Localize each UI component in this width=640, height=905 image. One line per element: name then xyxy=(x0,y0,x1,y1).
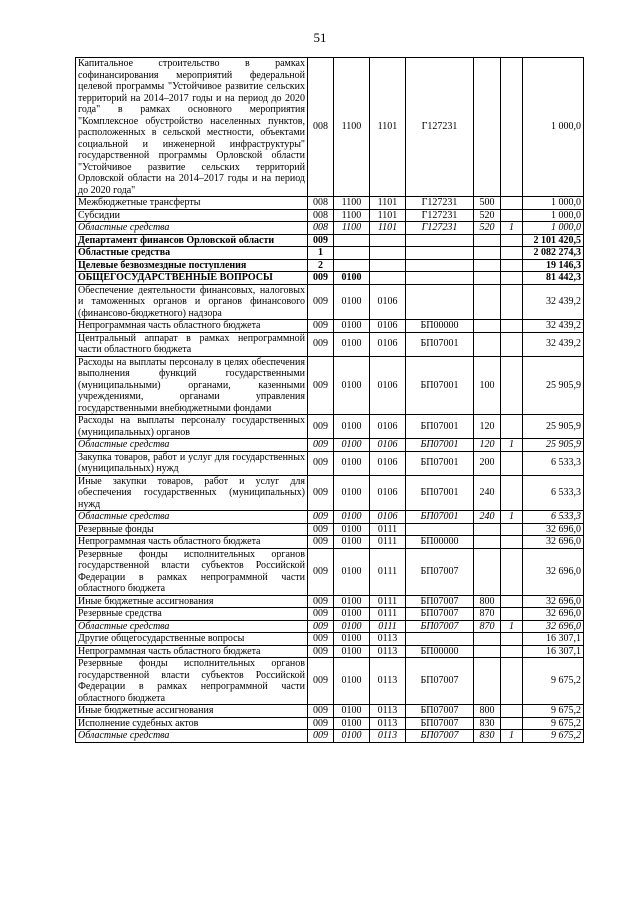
funding-source-cell xyxy=(501,247,523,260)
section-code-cell: 0100 xyxy=(334,272,370,285)
amount-cell: 9 675,2 xyxy=(523,705,584,718)
budget-table-body xyxy=(76,58,584,743)
funding-source-cell xyxy=(501,209,523,222)
subsection-code-cell: 0111 xyxy=(370,608,406,621)
target-article-cell xyxy=(406,633,474,646)
table-row xyxy=(76,536,584,549)
table-row xyxy=(76,259,584,272)
expense-type-cell: 240 xyxy=(474,475,501,511)
row-name-cell: Резервные фонды исполнительных органов государственной власти субъектов Российской Федерации в рамках непрограммной части областного бюджета xyxy=(76,548,308,595)
section-code-cell: 0100 xyxy=(334,320,370,333)
subsection-code-cell: 1101 xyxy=(370,209,406,222)
grbs-code-cell: 009 xyxy=(308,511,334,524)
expense-type-cell: 870 xyxy=(474,608,501,621)
target-article-cell: БП00000 xyxy=(406,645,474,658)
row-name-cell: Центральный аппарат в рамках непрограммной части областного бюджета xyxy=(76,332,308,356)
target-article-cell: БП07007 xyxy=(406,730,474,743)
table-row xyxy=(76,332,584,356)
funding-source-cell xyxy=(501,705,523,718)
expense-type-cell: 830 xyxy=(474,730,501,743)
row-name-cell: Другие общегосударственные вопросы xyxy=(76,633,308,646)
amount-cell: 6 533,3 xyxy=(523,451,584,475)
target-article-cell: БП07007 xyxy=(406,595,474,608)
row-name-cell: Расходы на выплаты персоналу государственных (муниципальных) органов xyxy=(76,415,308,439)
target-article-cell: БП07007 xyxy=(406,608,474,621)
amount-cell: 32 439,2 xyxy=(523,320,584,333)
funding-source-cell xyxy=(501,234,523,247)
amount-cell: 6 533,3 xyxy=(523,511,584,524)
table-row xyxy=(76,284,584,320)
row-name-cell: Департамент финансов Орловской области xyxy=(76,234,308,247)
subsection-code-cell xyxy=(370,259,406,272)
section-code-cell: 0100 xyxy=(334,620,370,633)
expense-type-cell: 120 xyxy=(474,415,501,439)
table-row xyxy=(76,222,584,235)
expense-type-cell: 100 xyxy=(474,356,501,415)
expense-type-cell: 200 xyxy=(474,451,501,475)
section-code-cell: 0100 xyxy=(334,608,370,621)
grbs-code-cell: 009 xyxy=(308,658,334,705)
row-name-cell: Целевые безвозмездные поступления xyxy=(76,259,308,272)
target-article-cell: Г127231 xyxy=(406,222,474,235)
amount-cell: 1 000,0 xyxy=(523,222,584,235)
subsection-code-cell: 1101 xyxy=(370,222,406,235)
grbs-code-cell: 009 xyxy=(308,320,334,333)
target-article-cell xyxy=(406,234,474,247)
row-name-cell: Областные средства xyxy=(76,620,308,633)
expense-type-cell xyxy=(474,633,501,646)
row-name-cell: Резервные фонды xyxy=(76,523,308,536)
subsection-code-cell: 0106 xyxy=(370,451,406,475)
amount-cell: 81 442,3 xyxy=(523,272,584,285)
target-article-cell: БП00000 xyxy=(406,320,474,333)
section-code-cell: 0100 xyxy=(334,439,370,452)
subsection-code-cell xyxy=(370,272,406,285)
funding-source-cell: 1 xyxy=(501,620,523,633)
table-row xyxy=(76,58,584,197)
row-name-cell: Иные бюджетные ассигнования xyxy=(76,595,308,608)
table-row xyxy=(76,209,584,222)
grbs-code-cell: 009 xyxy=(308,536,334,549)
expense-type-cell: 800 xyxy=(474,595,501,608)
funding-source-cell xyxy=(501,595,523,608)
row-name-cell: Закупка товаров, работ и услуг для государственных (муниципальных) нужд xyxy=(76,451,308,475)
subsection-code-cell: 0106 xyxy=(370,332,406,356)
section-code-cell xyxy=(334,247,370,260)
row-name-cell: Исполнение судебных актов xyxy=(76,717,308,730)
grbs-code-cell: 009 xyxy=(308,475,334,511)
target-article-cell: БП07007 xyxy=(406,705,474,718)
amount-cell: 32 696,0 xyxy=(523,536,584,549)
grbs-code-cell: 008 xyxy=(308,58,334,197)
grbs-code-cell: 009 xyxy=(308,548,334,595)
target-article-cell: БП07001 xyxy=(406,356,474,415)
grbs-code-cell: 009 xyxy=(308,415,334,439)
table-row xyxy=(76,523,584,536)
funding-source-cell xyxy=(501,645,523,658)
table-row xyxy=(76,475,584,511)
amount-cell: 32 696,0 xyxy=(523,548,584,595)
table-row xyxy=(76,415,584,439)
amount-cell: 32 696,0 xyxy=(523,620,584,633)
target-article-cell xyxy=(406,272,474,285)
section-code-cell: 0100 xyxy=(334,511,370,524)
funding-source-cell xyxy=(501,320,523,333)
section-code-cell: 0100 xyxy=(334,536,370,549)
funding-source-cell xyxy=(501,451,523,475)
amount-cell: 1 000,0 xyxy=(523,209,584,222)
table-row xyxy=(76,320,584,333)
expense-type-cell xyxy=(474,247,501,260)
subsection-code-cell: 0113 xyxy=(370,730,406,743)
funding-source-cell xyxy=(501,259,523,272)
amount-cell: 2 082 274,3 xyxy=(523,247,584,260)
section-code-cell: 0100 xyxy=(334,475,370,511)
target-article-cell: БП07001 xyxy=(406,439,474,452)
grbs-code-cell: 009 xyxy=(308,451,334,475)
grbs-code-cell: 009 xyxy=(308,595,334,608)
expense-type-cell: 240 xyxy=(474,511,501,524)
subsection-code-cell: 0113 xyxy=(370,717,406,730)
subsection-code-cell: 0113 xyxy=(370,645,406,658)
amount-cell: 1 000,0 xyxy=(523,58,584,197)
amount-cell: 1 000,0 xyxy=(523,197,584,210)
budget-table xyxy=(75,57,584,743)
subsection-code-cell: 0106 xyxy=(370,415,406,439)
funding-source-cell xyxy=(501,475,523,511)
section-code-cell: 1100 xyxy=(334,58,370,197)
funding-source-cell xyxy=(501,523,523,536)
funding-source-cell xyxy=(501,548,523,595)
target-article-cell xyxy=(406,259,474,272)
funding-source-cell xyxy=(501,415,523,439)
grbs-code-cell: 009 xyxy=(308,730,334,743)
expense-type-cell xyxy=(474,234,501,247)
expense-type-cell xyxy=(474,536,501,549)
grbs-code-cell: 008 xyxy=(308,197,334,210)
funding-source-cell xyxy=(501,356,523,415)
subsection-code-cell: 0106 xyxy=(370,356,406,415)
table-row xyxy=(76,356,584,415)
section-code-cell: 0100 xyxy=(334,705,370,718)
amount-cell: 16 307,1 xyxy=(523,645,584,658)
amount-cell: 2 101 420,5 xyxy=(523,234,584,247)
target-article-cell: БП00000 xyxy=(406,536,474,549)
target-article-cell: БП07001 xyxy=(406,511,474,524)
section-code-cell: 0100 xyxy=(334,658,370,705)
subsection-code-cell: 0111 xyxy=(370,620,406,633)
funding-source-cell xyxy=(501,284,523,320)
table-row xyxy=(76,439,584,452)
expense-type-cell xyxy=(474,645,501,658)
grbs-code-cell: 009 xyxy=(308,717,334,730)
target-article-cell: Г127231 xyxy=(406,197,474,210)
target-article-cell: БП07007 xyxy=(406,658,474,705)
table-row xyxy=(76,272,584,285)
funding-source-cell: 1 xyxy=(501,730,523,743)
subsection-code-cell: 0113 xyxy=(370,633,406,646)
funding-source-cell xyxy=(501,608,523,621)
target-article-cell: БП07007 xyxy=(406,717,474,730)
amount-cell: 32 439,2 xyxy=(523,284,584,320)
grbs-code-cell: 009 xyxy=(308,284,334,320)
expense-type-cell xyxy=(474,320,501,333)
expense-type-cell xyxy=(474,548,501,595)
grbs-code-cell: 009 xyxy=(308,332,334,356)
table-row xyxy=(76,247,584,260)
expense-type-cell xyxy=(474,284,501,320)
row-name-cell: Расходы на выплаты персоналу в целях обеспечения выполнения функций государственными (муниципальными) органами, казенными учреждениями, органами управления государственными внебюджетными фондами xyxy=(76,356,308,415)
table-row xyxy=(76,620,584,633)
grbs-code-cell: 008 xyxy=(308,222,334,235)
funding-source-cell xyxy=(501,197,523,210)
row-name-cell: Капитальное строительство в рамках софинансирования мероприятий федеральной целевой программы "Устойчивое развитие сельских территорий на 2014–2017 годы и на период до 2020 года" в рамках основного мероприятия "Комплексное обустройство населенных пунктов, расположенных в сельской местности, объектами социальной и инженерной инфраструктуры" государственной программы Орловской области "Устойчивое развитие сельских территорий Орловской области на 2014–2017 годы и на период до 2020 года" xyxy=(76,58,308,197)
subsection-code-cell xyxy=(370,247,406,260)
funding-source-cell xyxy=(501,658,523,705)
row-name-cell: Обеспечение деятельности финансовых, налоговых и таможенных органов и органов финансового (финансово-бюджетного) надзора xyxy=(76,284,308,320)
funding-source-cell xyxy=(501,272,523,285)
expense-type-cell xyxy=(474,523,501,536)
amount-cell: 16 307,1 xyxy=(523,633,584,646)
subsection-code-cell: 0106 xyxy=(370,284,406,320)
expense-type-cell xyxy=(474,58,501,197)
table-row xyxy=(76,548,584,595)
table-row xyxy=(76,511,584,524)
table-row xyxy=(76,197,584,210)
subsection-code-cell: 0111 xyxy=(370,548,406,595)
grbs-code-cell: 009 xyxy=(308,523,334,536)
funding-source-cell xyxy=(501,717,523,730)
target-article-cell: БП07001 xyxy=(406,332,474,356)
row-name-cell: Непрограммная часть областного бюджета xyxy=(76,320,308,333)
section-code-cell: 0100 xyxy=(334,595,370,608)
table-row xyxy=(76,234,584,247)
target-article-cell: Г127231 xyxy=(406,209,474,222)
expense-type-cell: 520 xyxy=(474,209,501,222)
table-row xyxy=(76,730,584,743)
grbs-code-cell: 009 xyxy=(308,645,334,658)
row-name-cell: Резервные фонды исполнительных органов государственной власти субъектов Российской Федерации в рамках непрограммной части областного бюджета xyxy=(76,658,308,705)
amount-cell: 32 696,0 xyxy=(523,595,584,608)
grbs-code-cell: 009 xyxy=(308,620,334,633)
row-name-cell: Непрограммная часть областного бюджета xyxy=(76,645,308,658)
grbs-code-cell: 009 xyxy=(308,356,334,415)
amount-cell: 19 146,3 xyxy=(523,259,584,272)
expense-type-cell: 830 xyxy=(474,717,501,730)
amount-cell: 32 696,0 xyxy=(523,523,584,536)
grbs-code-cell: 009 xyxy=(308,705,334,718)
funding-source-cell: 1 xyxy=(501,222,523,235)
subsection-code-cell: 1101 xyxy=(370,197,406,210)
section-code-cell: 0100 xyxy=(334,645,370,658)
grbs-code-cell: 009 xyxy=(308,234,334,247)
row-name-cell: Субсидии xyxy=(76,209,308,222)
expense-type-cell: 520 xyxy=(474,222,501,235)
target-article-cell: БП07001 xyxy=(406,451,474,475)
subsection-code-cell: 0106 xyxy=(370,439,406,452)
funding-source-cell xyxy=(501,58,523,197)
table-row xyxy=(76,717,584,730)
section-code-cell xyxy=(334,234,370,247)
target-article-cell xyxy=(406,247,474,260)
funding-source-cell: 1 xyxy=(501,439,523,452)
subsection-code-cell: 1101 xyxy=(370,58,406,197)
subsection-code-cell xyxy=(370,234,406,247)
grbs-code-cell: 009 xyxy=(308,439,334,452)
expense-type-cell xyxy=(474,259,501,272)
grbs-code-cell: 009 xyxy=(308,272,334,285)
section-code-cell: 0100 xyxy=(334,451,370,475)
grbs-code-cell: 009 xyxy=(308,633,334,646)
section-code-cell: 0100 xyxy=(334,717,370,730)
grbs-code-cell: 008 xyxy=(308,209,334,222)
expense-type-cell xyxy=(474,272,501,285)
row-name-cell: Иные бюджетные ассигнования xyxy=(76,705,308,718)
expense-type-cell xyxy=(474,332,501,356)
section-code-cell: 0100 xyxy=(334,730,370,743)
section-code-cell: 0100 xyxy=(334,633,370,646)
section-code-cell: 1100 xyxy=(334,209,370,222)
expense-type-cell: 870 xyxy=(474,620,501,633)
target-article-cell xyxy=(406,523,474,536)
section-code-cell: 0100 xyxy=(334,548,370,595)
row-name-cell: Областные средства xyxy=(76,247,308,260)
subsection-code-cell: 0106 xyxy=(370,511,406,524)
amount-cell: 25 905,9 xyxy=(523,439,584,452)
table-row xyxy=(76,595,584,608)
table-row xyxy=(76,451,584,475)
grbs-code-cell: 009 xyxy=(308,608,334,621)
subsection-code-cell: 0106 xyxy=(370,475,406,511)
section-code-cell xyxy=(334,259,370,272)
funding-source-cell: 1 xyxy=(501,511,523,524)
subsection-code-cell: 0113 xyxy=(370,705,406,718)
expense-type-cell: 500 xyxy=(474,197,501,210)
target-article-cell: БП07001 xyxy=(406,475,474,511)
section-code-cell: 0100 xyxy=(334,284,370,320)
target-article-cell: Г127231 xyxy=(406,58,474,197)
grbs-code-cell: 1 xyxy=(308,247,334,260)
table-row xyxy=(76,633,584,646)
subsection-code-cell: 0111 xyxy=(370,595,406,608)
amount-cell: 32 439,2 xyxy=(523,332,584,356)
section-code-cell: 0100 xyxy=(334,415,370,439)
section-code-cell: 1100 xyxy=(334,222,370,235)
row-name-cell: Областные средства xyxy=(76,222,308,235)
section-code-cell: 0100 xyxy=(334,523,370,536)
row-name-cell: Непрограммная часть областного бюджета xyxy=(76,536,308,549)
row-name-cell: Областные средства xyxy=(76,511,308,524)
subsection-code-cell: 0113 xyxy=(370,658,406,705)
funding-source-cell xyxy=(501,536,523,549)
row-name-cell: ОБЩЕГОСУДАРСТВЕННЫЕ ВОПРОСЫ xyxy=(76,272,308,285)
section-code-cell: 0100 xyxy=(334,332,370,356)
amount-cell: 25 905,9 xyxy=(523,356,584,415)
subsection-code-cell: 0106 xyxy=(370,320,406,333)
target-article-cell: БП07007 xyxy=(406,620,474,633)
amount-cell: 25 905,9 xyxy=(523,415,584,439)
amount-cell: 32 696,0 xyxy=(523,608,584,621)
table-row xyxy=(76,705,584,718)
table-row xyxy=(76,608,584,621)
subsection-code-cell: 0111 xyxy=(370,523,406,536)
row-name-cell: Областные средства xyxy=(76,439,308,452)
table-row xyxy=(76,658,584,705)
row-name-cell: Межбюджетные трансферты xyxy=(76,197,308,210)
row-name-cell: Резервные средства xyxy=(76,608,308,621)
section-code-cell: 1100 xyxy=(334,197,370,210)
grbs-code-cell: 2 xyxy=(308,259,334,272)
amount-cell: 6 533,3 xyxy=(523,475,584,511)
expense-type-cell: 120 xyxy=(474,439,501,452)
page-number: 51 xyxy=(313,30,327,45)
row-name-cell: Областные средства xyxy=(76,730,308,743)
expense-type-cell: 800 xyxy=(474,705,501,718)
target-article-cell xyxy=(406,284,474,320)
amount-cell: 9 675,2 xyxy=(523,717,584,730)
amount-cell: 9 675,2 xyxy=(523,730,584,743)
amount-cell: 9 675,2 xyxy=(523,658,584,705)
table-row xyxy=(76,645,584,658)
target-article-cell: БП07001 xyxy=(406,415,474,439)
expense-type-cell xyxy=(474,658,501,705)
row-name-cell: Иные закупки товаров, работ и услуг для обеспечения государственных (муниципальных) нужд xyxy=(76,475,308,511)
subsection-code-cell: 0111 xyxy=(370,536,406,549)
target-article-cell: БП07007 xyxy=(406,548,474,595)
section-code-cell: 0100 xyxy=(334,356,370,415)
funding-source-cell xyxy=(501,332,523,356)
funding-source-cell xyxy=(501,633,523,646)
